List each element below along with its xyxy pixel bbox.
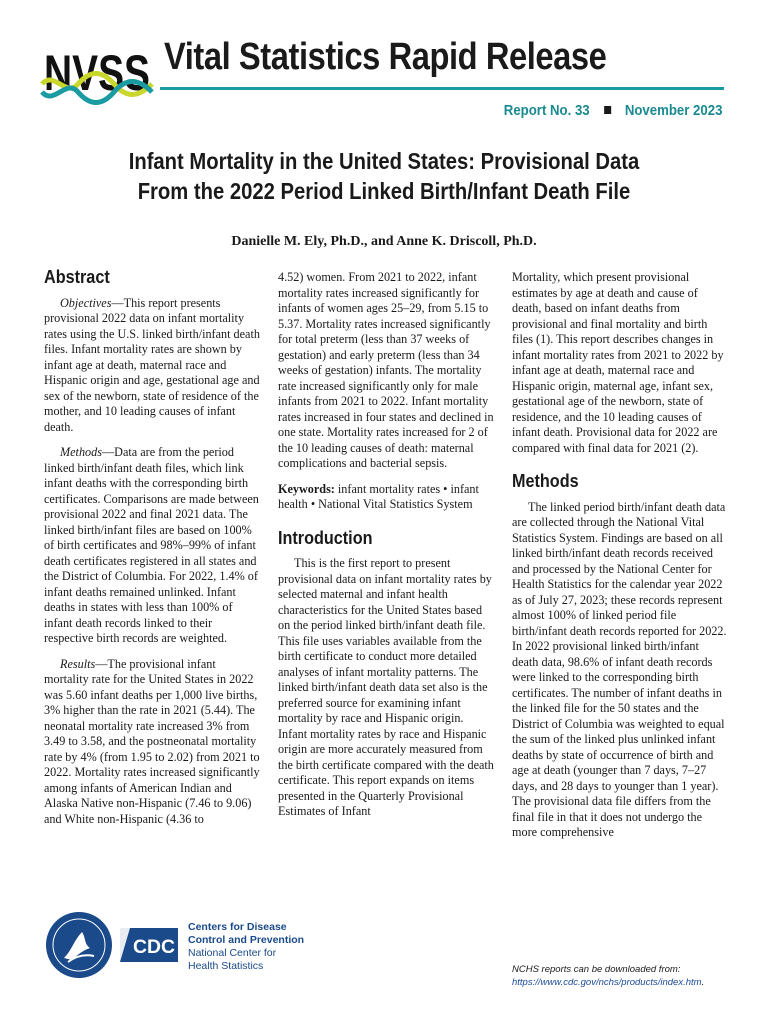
results-label: Results bbox=[60, 656, 96, 671]
results-text-part-1: —The provisional infant mortality rate for the United States in 2022 was 5.60 infant deaths per 1,000 live births, 3% higher than the rate in 2021 (5.44). The neonatal mortality rate increased 3% from 3.49 to 3.58, and the postneonatal mortality rate by 4% (from 1.95 to 2.02) from 2021 to 2022. Mortality rates increased significantly among infants of American Indian and Alaska Native non-Hispanic (7.46 to 9.06) and White non-Hispanic (4.36 to bbox=[44, 656, 260, 826]
introduction-text-part-2: Mortality, which present provisional estimates by age at death and cause of death, based on infant deaths from provisional and final mortality and birth files (1). This report describes changes in infant mortality rates from 2021 to 2022 by infant age at death, maternal race and Hispanic origin, maternal age, infant sex, gestational age of the newborn, state of residence, and the 10 leading causes of infant death. Provisional data for 2022 are compared with final data for 2021 (2). bbox=[512, 270, 724, 455]
keywords-text: infant mortality rates • infant health • National Vital Statistics System bbox=[278, 481, 479, 511]
report-number: Report No. 33 bbox=[503, 102, 590, 119]
introduction-heading: Introduction bbox=[278, 527, 373, 548]
masthead-rule bbox=[160, 87, 724, 90]
report-title-line-2: From the 2022 Period Linked Birth/Infant Death File bbox=[137, 178, 631, 204]
authors: Danielle M. Ely, Ph.D., and Anne K. Driscoll, Ph.D. bbox=[231, 234, 537, 249]
cdc-name-line-2: Control and Prevention bbox=[188, 934, 305, 946]
methods-text: —Data are from the period linked birth/infant death files, which link infant deaths with the corresponding birth certificates. Comparisons are made between provisional 2022 and final 2021 data. The linked birth/infant files are based on 100% of birth certificates and 98%–99% of infant death certificates registered in all states and the District of Columbia. For 2022, 1.4% of infant deaths remained unlinked. Infant deaths in states with less than 100% of infant death records linked to their respective birth records are weighted. bbox=[44, 445, 259, 645]
nvss-logo bbox=[42, 40, 154, 116]
report-date: November 2023 bbox=[624, 102, 722, 119]
abstract-objectives bbox=[44, 296, 260, 436]
nchs-name-line-1: National Center for bbox=[188, 947, 277, 959]
methods-label: Methods bbox=[60, 445, 102, 459]
hhs-seal-icon bbox=[44, 910, 114, 980]
abstract-heading: Abstract bbox=[44, 267, 110, 287]
report-info bbox=[503, 102, 722, 119]
cdc-logo-text: CDC bbox=[133, 937, 176, 958]
methods-text: The linked period birth/infant death data are collected through the National Vital Statistics System. Findings are based on all linked birth/infant death records received and processed by the National Center for Health Statistics for the calendar year 2022 as of July 27, 2023; these records represent almost 100% of linked period file birth/infant death records reported for 2022. In 2022 provisional linked birth/infant death data, 98.6% of infant death records were linked to the corresponding birth certificates. The number of infant deaths in the linked file for the 50 states and the District of Columbia was weighted to equal the sum of the linked plus unlinked infant deaths by state of occurrence of birth and age at death (younger than 7 days, 7–27 days, and 28 days to younger than 1 year). The provisional data file differs from the final file in that it does not undergo the more comprehensive bbox=[512, 499, 727, 839]
report-title-line-1: Infant Mortality in the United States: Provisional Data bbox=[128, 148, 640, 174]
cdc-name bbox=[188, 921, 304, 973]
results-text-part-2: 4.52) women. From 2021 to 2022, infant mortality rates increased significantly for infants of women ages 25–29, from 5.15 to 5.37. Mortality rates increased significantly for total preterm (less than 37 weeks of gestation) and early preterm (less than 34 weeks of gestation) infants. The mortality rate increased significantly only for male infants from 2021 to 2022. Infant mortality rates increased in four states and declined in one state. Mortality rates increased for 2 of the 10 leading causes of death: maternal complications and bacterial sepsis. bbox=[278, 270, 494, 470]
download-link[interactable]: https://www.cdc.gov/nchs/products/index.htm bbox=[512, 977, 702, 988]
download-note bbox=[512, 963, 704, 989]
nchs-name-line-2: Health Statistics bbox=[188, 960, 264, 972]
cdc-name-line-1: Centers for Disease bbox=[188, 921, 287, 933]
objectives-text: —This report presents provisional 2022 data on infant mortality rates using the U.S. linked birth/infant death files. Infant mortality rates are shown by infant age at death, maternal race and Hispanic origin and age, gestational age and sex of the newborn, state of residence of the mother, and 10 leading causes of infant death. bbox=[44, 295, 260, 434]
nvss-logo-text: NVSS bbox=[44, 45, 150, 101]
cdc-logo-icon bbox=[120, 928, 178, 962]
series-title: Vital Statistics Rapid Release bbox=[164, 36, 607, 78]
download-link-suffix: . bbox=[701, 977, 705, 988]
abstract-methods bbox=[44, 445, 260, 647]
column-3 bbox=[512, 270, 728, 851]
column-2 bbox=[278, 270, 494, 830]
abstract-results bbox=[44, 657, 260, 828]
column-1 bbox=[44, 267, 260, 837]
objectives-label: Objectives bbox=[60, 295, 112, 310]
introduction-text-part-1: This is the first report to present provisional data on infant mortality rates by selected maternal and infant health characteristics for the United States based on the period linked birth/infant death file. This file uses variables available from the birth certificate to conduct more detailed analyses of infant mortality patterns. The linked birth/infant death data set also is the preferred source for examining infant mortality by race and Hispanic origin. Infant mortality rates by race and Hispanic origin are more accurately measured from the birth certificate compared with the death certificate. This report expands on items presented in the Quarterly Provisional Estimates of Infant bbox=[278, 556, 494, 818]
keywords bbox=[278, 482, 494, 513]
report-title bbox=[40, 146, 728, 206]
methods-heading: Methods bbox=[512, 471, 579, 491]
keywords-label: Keywords: bbox=[278, 481, 335, 496]
download-note-text: NCHS reports can be downloaded from: bbox=[512, 964, 681, 975]
square-bullet-icon bbox=[603, 106, 610, 114]
